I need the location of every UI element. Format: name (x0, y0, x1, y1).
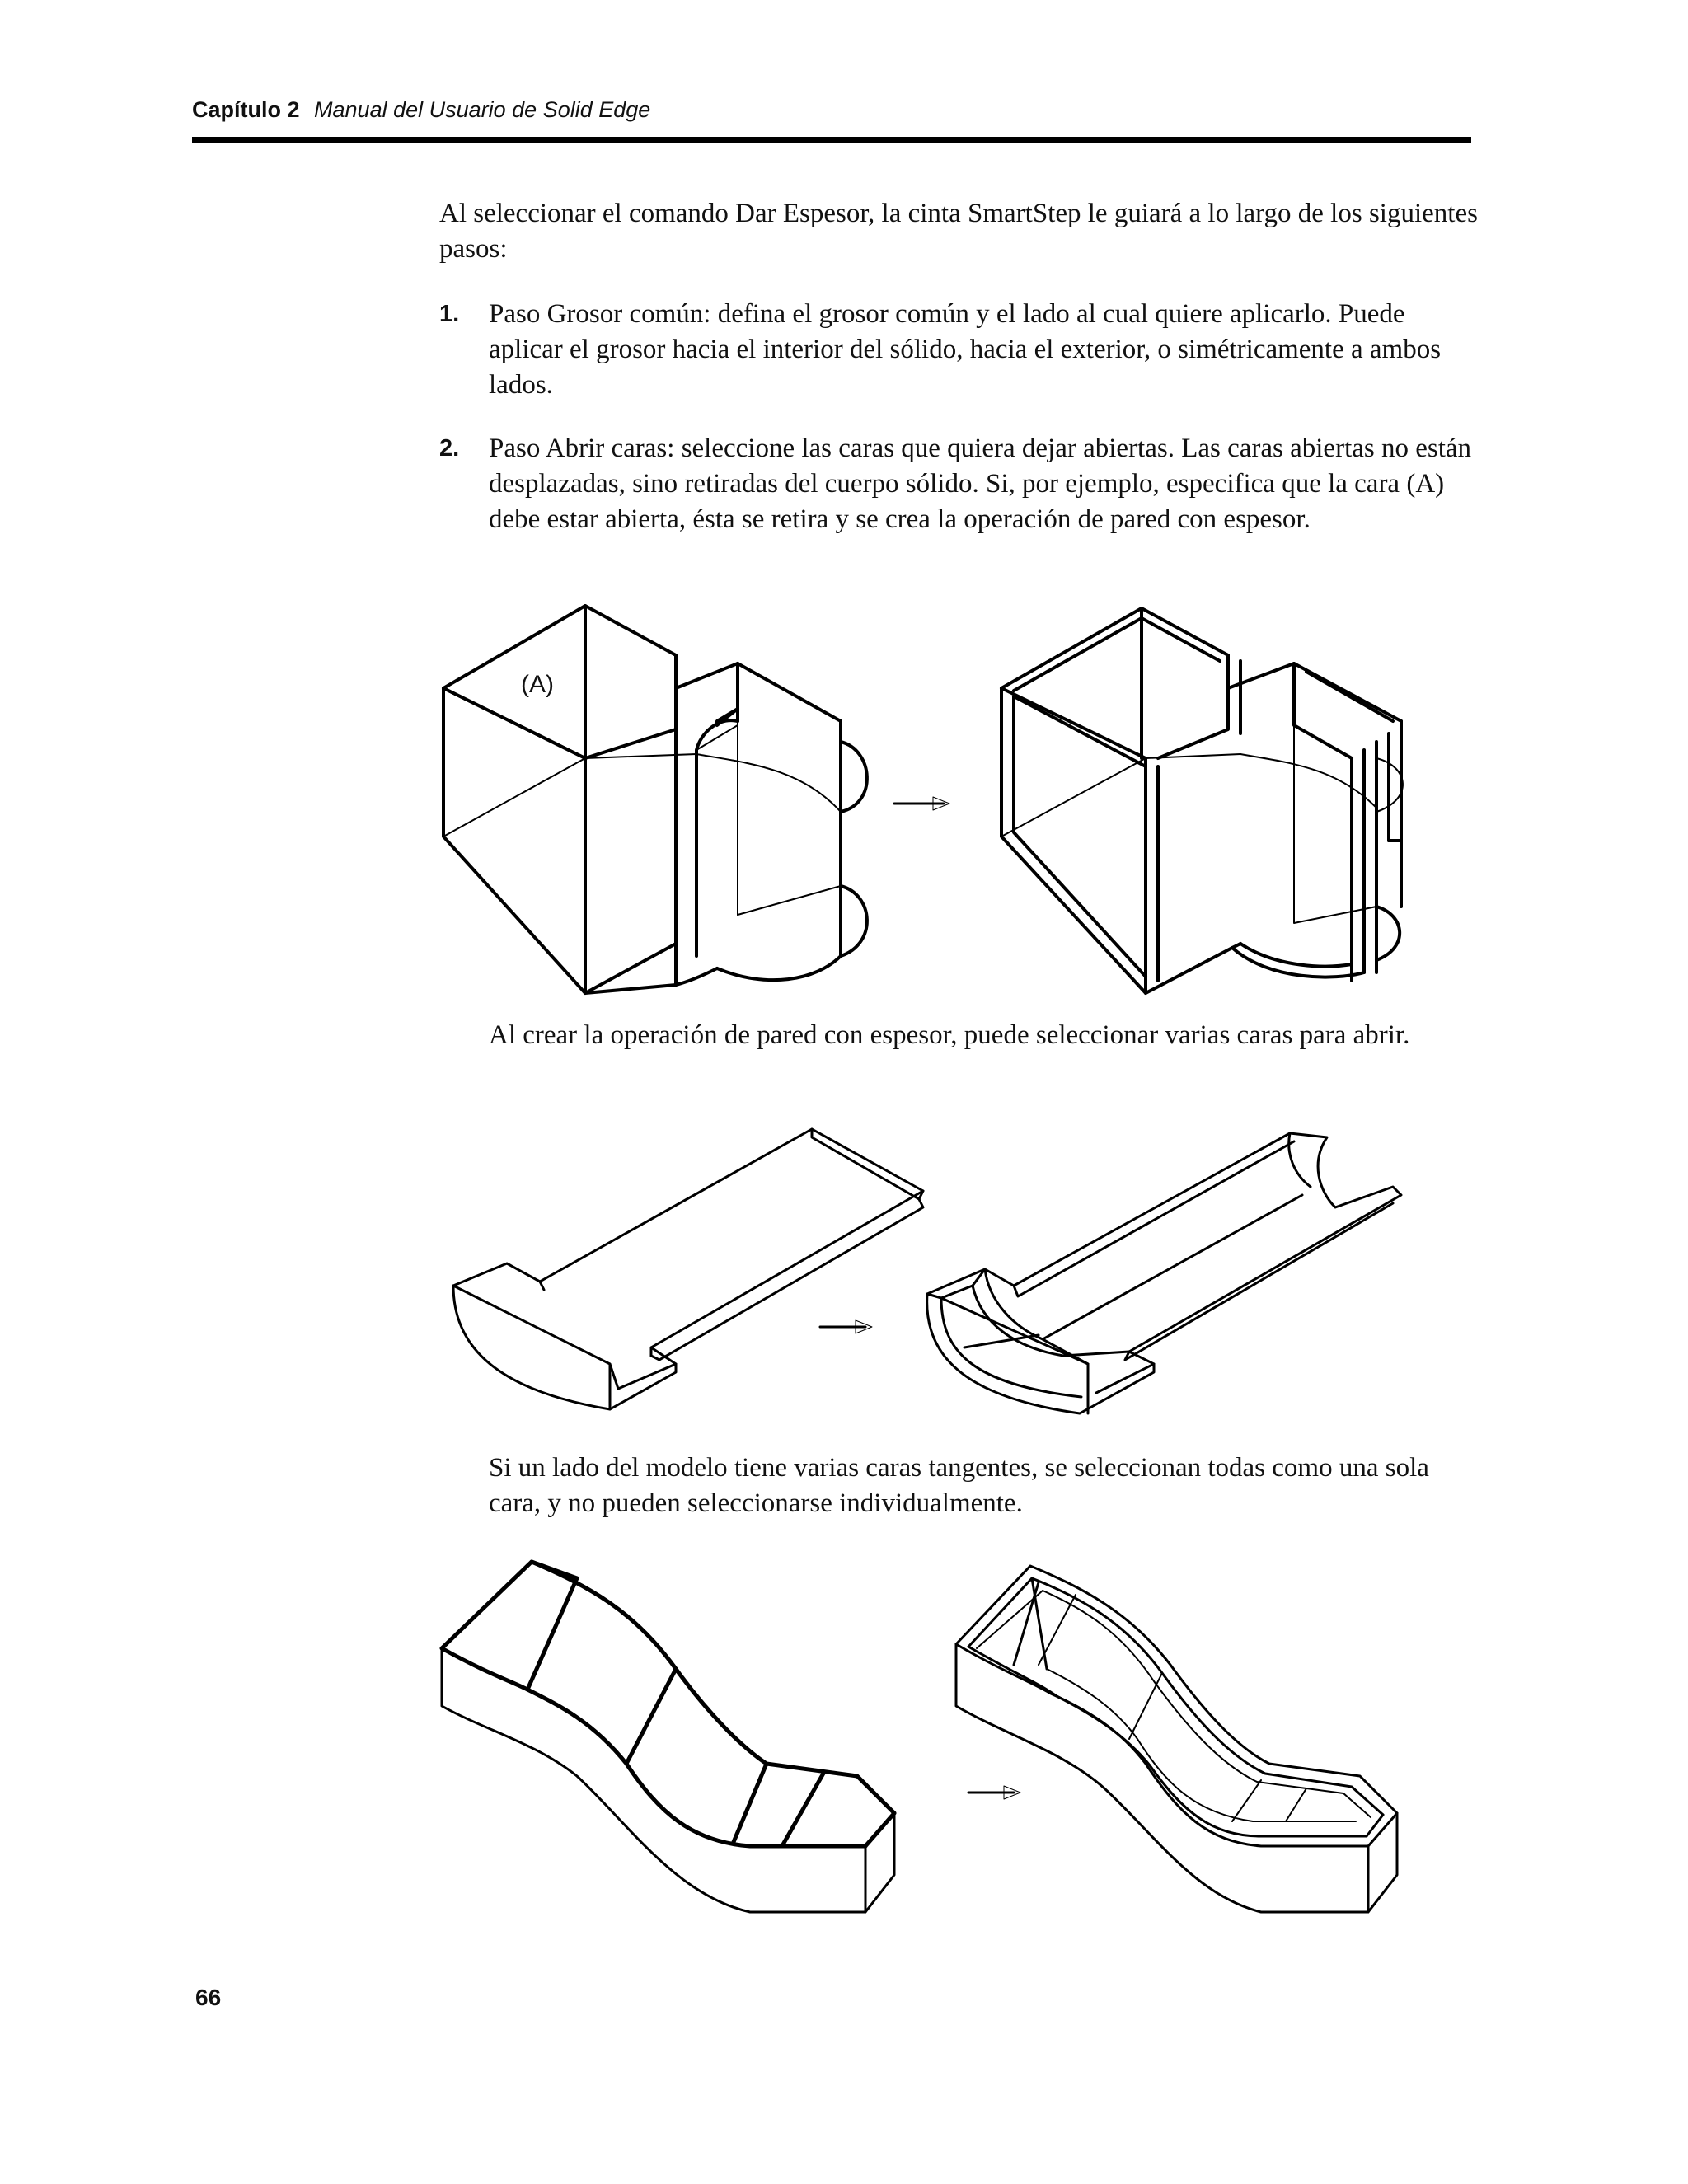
arrow-right-icon (968, 1786, 1020, 1799)
header-rule (192, 137, 1471, 143)
caption-tangent-faces: Si un lado del modelo tiene varias caras tangentes, se seleccionan todas como una sola cara, y no pueden seleccionarse individualmente. (489, 1453, 1429, 1518)
chapter-label: Capítulo 2 (192, 97, 300, 122)
face-label: (A) (521, 671, 554, 698)
thinwall-body-right (1001, 608, 1401, 993)
figure-multiple-open-faces (437, 1117, 1434, 1438)
channel-right (927, 1133, 1401, 1413)
figure-thinwall-open-face (429, 593, 1451, 1005)
s-shell-right (956, 1566, 1397, 1912)
intro-paragraph: Al seleccionar el comando Dar Espesor, la cinta SmartStep le guiará a lo largo de los siguientes pasos: (439, 199, 1478, 264)
step-number: 1. (439, 301, 460, 327)
t-plate-left (453, 1129, 923, 1409)
caption-multiple-faces: Al crear la operación de pared con espesor, puede seleccionar varias caras para abrir. (489, 1020, 1410, 1050)
arrow-right-icon (894, 797, 950, 810)
solid-body-left-hidden (443, 721, 841, 915)
s-solid-left (442, 1562, 894, 1846)
step-text: Paso Abrir caras: seleccione las caras que quiera dejar abiertas. Las caras abiertas no están desplazadas, sino retiradas del cuerpo sólido. Si, por ejemplo, especifica que la cara (A) debe estar abierta, ésta se retira y se crea la operación de pared con espesor. (489, 434, 1472, 534)
page-number: 66 (195, 1985, 222, 2010)
s-shell-right-inner (977, 1591, 1371, 1821)
figure-tangent-faces (437, 1549, 1459, 1937)
step-number: 2. (439, 435, 460, 462)
manual-title: Manual del Usuario de Solid Edge (314, 97, 651, 122)
step-text: Paso Grosor común: defina el grosor común y el lado al cual quiere aplicarlo. Puede aplicar el grosor hacia el interior del sólido, hacia el exterior, o simétricamente a ambos lados. (489, 299, 1442, 400)
thinwall-body-right-hidden (1001, 725, 1403, 923)
solid-body-left (443, 606, 867, 993)
arrow-right-icon (820, 1320, 872, 1333)
